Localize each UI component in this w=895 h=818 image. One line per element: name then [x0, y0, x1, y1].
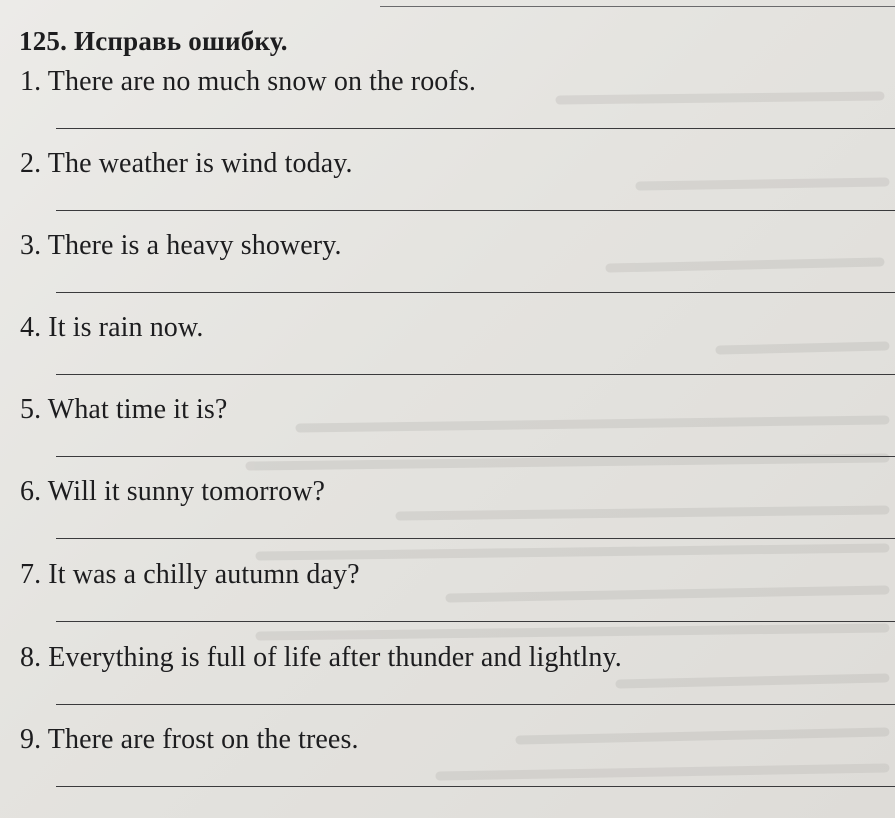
- sentence-text: 7. It was a chilly autumn day?: [20, 559, 360, 590]
- answer-field-1[interactable]: [56, 128, 895, 131]
- answer-field-6[interactable]: [56, 538, 895, 541]
- sentence-text: 3. There is a heavy showery.: [20, 230, 342, 261]
- sentence-text: 2. The weather is wind today.: [20, 148, 353, 179]
- exercise-item-2: [20, 148, 890, 228]
- sentence-text: 5. What time it is?: [20, 394, 228, 425]
- answer-field-2[interactable]: [56, 210, 895, 213]
- exercise-item-7: [20, 559, 890, 639]
- answer-field-5[interactable]: [56, 456, 895, 459]
- top-rule: [380, 6, 895, 7]
- answer-field-4[interactable]: [56, 374, 895, 377]
- sentence-text: 9. There are frost on the trees.: [20, 724, 359, 755]
- sentence-text: 4. It is rain now.: [20, 312, 204, 343]
- exercise-item-3: [20, 230, 890, 310]
- exercise-item-5: [20, 394, 890, 474]
- task-title: 125. Исправь ошибку.: [19, 26, 288, 56]
- answer-field-7[interactable]: [56, 621, 895, 624]
- exercise-item-6: [20, 476, 890, 556]
- exercise-item-4: [20, 312, 890, 392]
- sentence-text: 6. Will it sunny tomorrow?: [20, 476, 326, 507]
- answer-field-8[interactable]: [56, 704, 895, 707]
- answer-field-3[interactable]: [56, 292, 895, 295]
- answer-field-9[interactable]: [56, 786, 895, 789]
- exercise-item-9: [20, 724, 890, 804]
- sentence-text: 1. There are no much snow on the roofs.: [20, 66, 476, 97]
- exercise-item-1: [20, 66, 890, 146]
- exercise-item-8: [20, 642, 890, 722]
- sentence-text: 8. Everything is full of life after thunder and lightlny.: [20, 642, 622, 673]
